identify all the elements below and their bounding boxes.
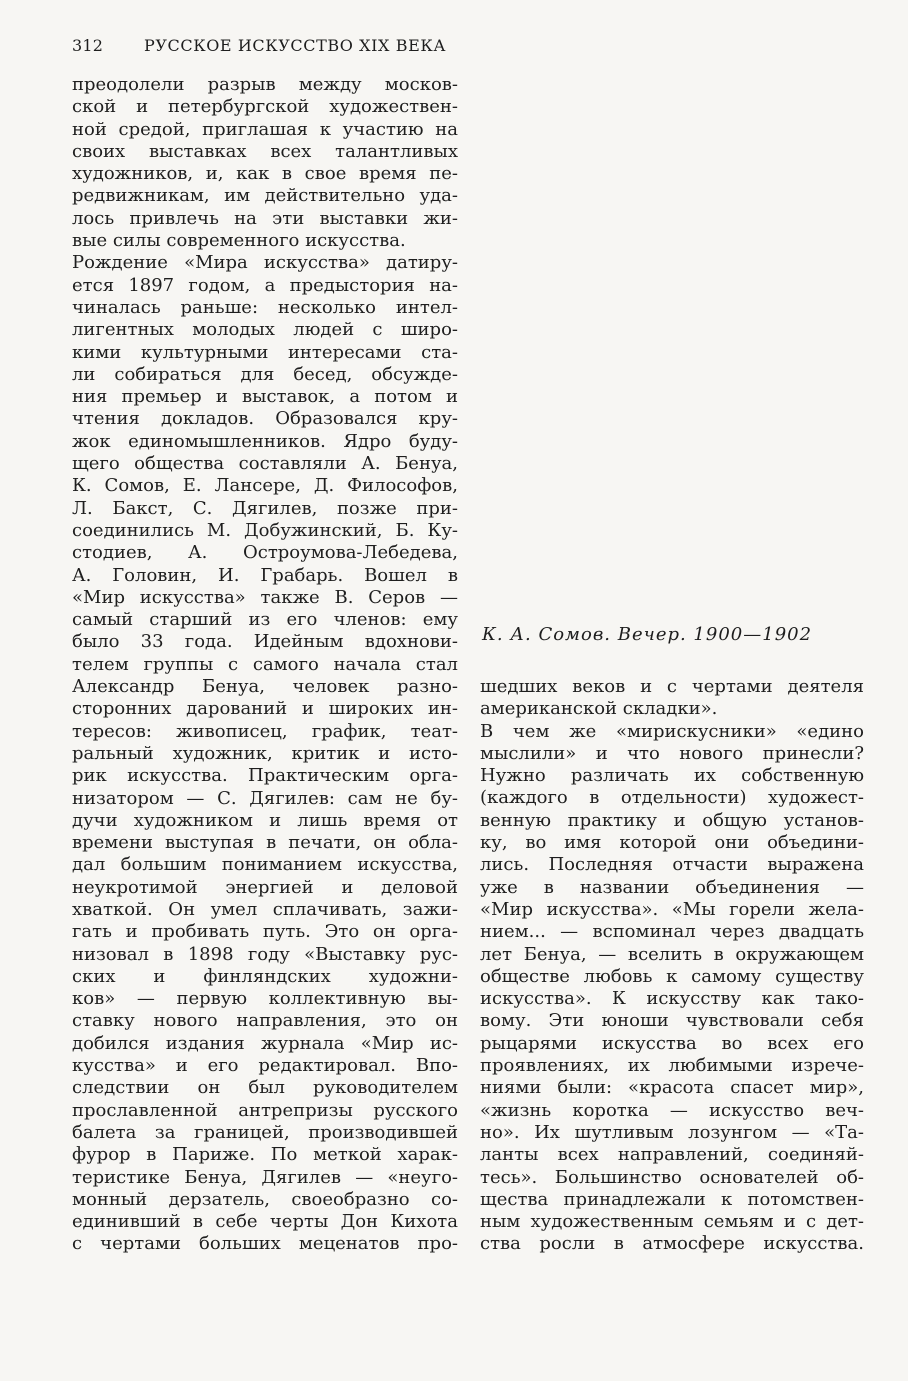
page-number: 312 xyxy=(72,36,104,55)
text-line: своих выставках всех талантливых xyxy=(72,140,458,162)
text-line: ной средой, приглашая к участию на xyxy=(72,118,458,140)
text-line: тесь». Большинство основателей об- xyxy=(480,1166,864,1188)
text-line: проявлениях, их любимыми изрече- xyxy=(480,1055,864,1077)
text-line: обществе любовь к самому существу xyxy=(480,965,864,987)
illustration-caption: К. А. Сомов. Вечер. 1900—1902 xyxy=(482,624,813,645)
text-line: балета за границей, производившей xyxy=(72,1121,458,1143)
text-line: «жизнь коротка — искусство веч- xyxy=(480,1099,864,1121)
running-head xyxy=(72,36,472,62)
text-line: было 33 года. Идейным вдохнови- xyxy=(72,631,458,653)
text-line: рик искусства. Практическим орга- xyxy=(72,765,458,787)
text-line: ских и финляндских художни- xyxy=(72,965,458,987)
text-line: низатором — С. Дягилев: сам не бу- xyxy=(72,787,458,809)
text-line: лигентных молодых людей с широ- xyxy=(72,319,458,341)
text-line: самый старший из его членов: ему xyxy=(72,609,458,631)
text-line: кусства» и его редактировал. Впо- xyxy=(72,1055,458,1077)
text-line: ется 1897 годом, а предыстория на- xyxy=(72,274,458,296)
text-line: американской складки». xyxy=(480,698,718,720)
text-line: искусства». К искусству как тако- xyxy=(480,988,864,1010)
text-line: ства росли в атмосфере искусства. xyxy=(480,1233,864,1255)
text-line: «Мир искусства». «Мы горели жела- xyxy=(480,898,864,920)
text-line: Л. Бакст, С. Дягилев, позже при- xyxy=(72,497,458,519)
text-line: тересов: живописец, график, теат- xyxy=(72,720,458,742)
text-line: шедших веков и с чертами деятеля xyxy=(480,676,864,697)
text-line: стодиев, А. Остроумова-Лебедева, xyxy=(72,542,458,564)
text-line: низовал в 1898 году «Выставку рус- xyxy=(72,943,458,965)
right-text-column xyxy=(480,676,864,1256)
text-line: единивший в себе черты Дон Кихота xyxy=(72,1211,458,1233)
left-text-column xyxy=(72,74,458,1256)
text-line: ставку нового направления, это он xyxy=(72,1010,458,1032)
text-line: (каждого в отдельности) художест- xyxy=(480,787,864,809)
text-line: гать и пробивать путь. Это он орга- xyxy=(72,921,458,943)
text-line: чиналась раньше: несколько интел- xyxy=(72,296,458,318)
text-line: художников, и, как в свое время пе- xyxy=(72,163,458,185)
text-line: ской и петербургской художествен- xyxy=(72,96,458,118)
text-line: времени выступая в печати, он обла- xyxy=(72,832,458,854)
text-line: А. Головин, И. Грабарь. Вошел в xyxy=(72,564,458,586)
text-line: венную практику и общую установ- xyxy=(480,809,864,831)
text-line: К. Сомов, Е. Лансере, Д. Философов, xyxy=(72,475,458,497)
text-line: ным художественным семьям и с дет- xyxy=(480,1211,864,1233)
text-line: неукротимой энергией и деловой xyxy=(72,876,458,898)
text-line: дучи художником и лишь время от xyxy=(72,809,458,831)
text-line: фурор в Париже. По меткой харак- xyxy=(72,1144,458,1166)
text-line: сторонних дарований и широких ин- xyxy=(72,698,458,720)
text-line: вые силы современного искусства. xyxy=(72,230,406,252)
text-line: хваткой. Он умел сплачивать, зажи- xyxy=(72,898,458,920)
text-line: Александр Бенуа, человек разно- xyxy=(72,676,458,698)
text-line: прославленной антрепризы русского xyxy=(72,1099,458,1121)
section-title: РУССКОЕ ИСКУССТВО XIX ВЕКА xyxy=(144,36,447,55)
text-line: щества принадлежали к потомствен- xyxy=(480,1188,864,1210)
text-line: монный дерзатель, своеобразно со- xyxy=(72,1188,458,1210)
text-line: ральный художник, критик и исто- xyxy=(72,742,458,764)
text-line: щего общества составляли А. Бенуа, xyxy=(72,453,458,475)
text-line: соединились М. Добужинский, Б. Ку- xyxy=(72,519,458,541)
text-line: преодолели разрыв между москов- xyxy=(72,74,458,95)
text-line: Рождение «Мира искусства» датиру- xyxy=(72,252,458,274)
text-line: редвижникам, им действительно уда- xyxy=(72,185,458,207)
text-line: лет Бенуа, — вселить в окружающем xyxy=(480,943,864,965)
text-line: дал большим пониманием искусства, xyxy=(72,854,458,876)
text-line: нием... — вспоминал через двадцать xyxy=(480,921,864,943)
text-line: вому. Эти юноши чувствовали себя xyxy=(480,1010,864,1032)
text-line: с чертами больших меценатов про- xyxy=(72,1233,458,1255)
text-line: телем группы с самого начала стал xyxy=(72,653,458,675)
text-line: чтения докладов. Образовался кру- xyxy=(72,408,458,430)
text-line: жок единомышленников. Ядро буду- xyxy=(72,430,458,452)
text-line: ниями были: «красота спасет мир», xyxy=(480,1077,864,1099)
text-line: добился издания журнала «Мир ис- xyxy=(72,1032,458,1054)
text-line: лись. Последняя отчасти выражена xyxy=(480,854,864,876)
text-line: уже в названии объединения — xyxy=(480,876,864,898)
text-line: ли собираться для бесед, обсужде- xyxy=(72,363,458,385)
text-line: лось привлечь на эти выставки жи- xyxy=(72,207,458,229)
text-line: мыслили» и что нового принесли? xyxy=(480,742,864,764)
text-line: Нужно различать их собственную xyxy=(480,765,864,787)
text-line: теристике Бенуа, Дягилев — «неуго- xyxy=(72,1166,458,1188)
text-line: ния премьер и выставок, а потом и xyxy=(72,386,458,408)
text-line: но». Их шутливым лозунгом — «Та- xyxy=(480,1121,864,1143)
text-line: кими культурными интересами ста- xyxy=(72,341,458,363)
text-line: следствии он был руководителем xyxy=(72,1077,458,1099)
text-line: ку, во имя которой они объедини- xyxy=(480,832,864,854)
text-line: «Мир искусства» также В. Серов — xyxy=(72,586,458,608)
text-line: ланты всех направлений, соединяй- xyxy=(480,1144,864,1166)
text-line: В чем же «мирискусники» «едино xyxy=(480,720,864,742)
text-line: ков» — первую коллективную вы- xyxy=(72,988,458,1010)
text-line: рыцарями искусства во всех его xyxy=(480,1032,864,1054)
